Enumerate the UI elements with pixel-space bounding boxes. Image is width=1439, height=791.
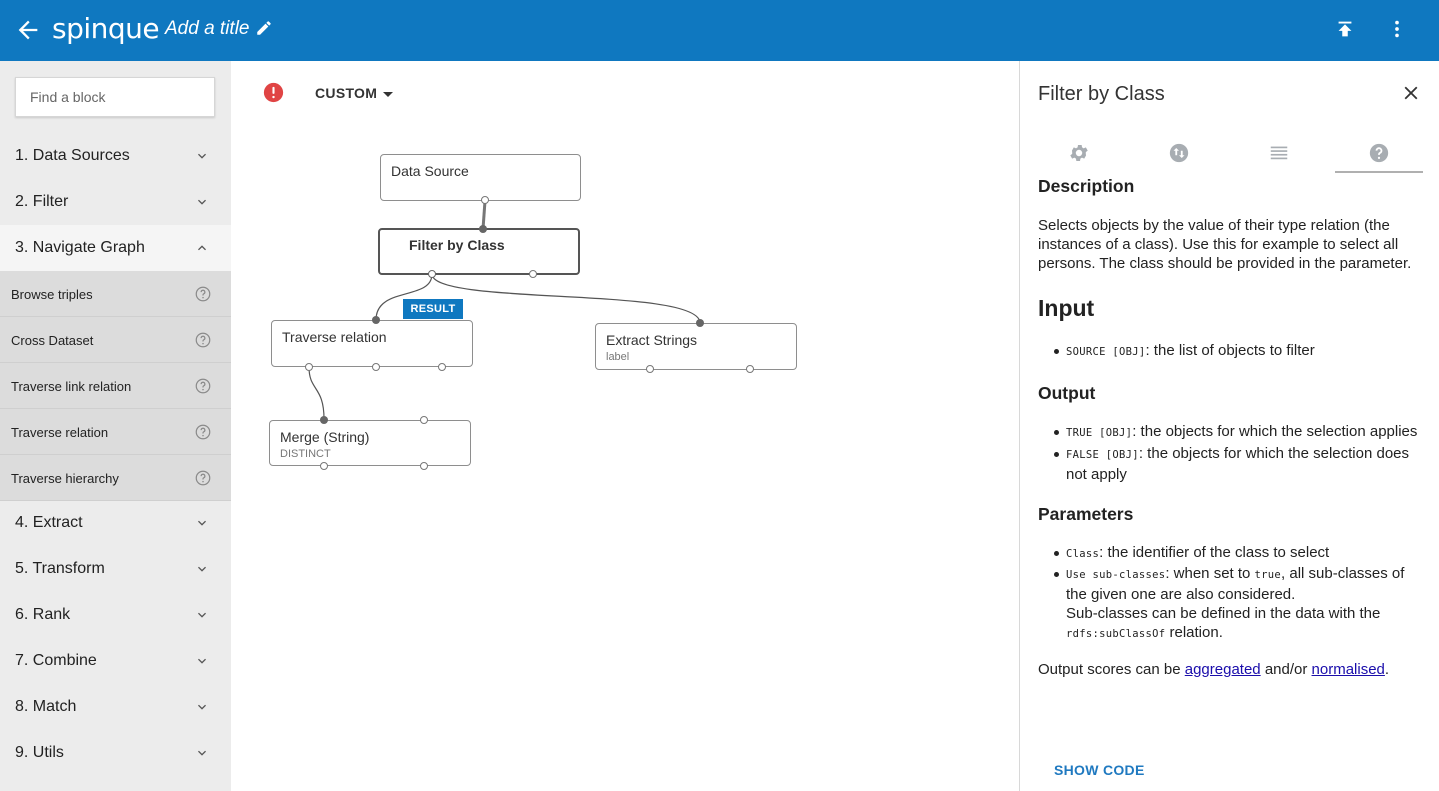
port-in — [421, 417, 428, 424]
input-heading: Input — [1038, 295, 1095, 321]
description-heading: Description — [1038, 176, 1135, 196]
chevron-down-icon — [194, 699, 210, 715]
list-item: Class: the identifier of the class to select — [1066, 543, 1423, 564]
block-title: Traverse relation — [282, 329, 387, 345]
category-combine[interactable] — [0, 638, 231, 684]
help-circle-icon[interactable] — [194, 377, 212, 395]
list-item: TRUE [OBJ]: the objects for which the selection applies — [1066, 422, 1423, 443]
show-code-button[interactable]: SHOW CODE — [1054, 762, 1145, 778]
category-utils[interactable] — [0, 730, 231, 776]
category-rank[interactable] — [0, 592, 231, 638]
block-title: Filter by Class — [409, 237, 505, 253]
chevron-down-icon — [194, 745, 210, 761]
category-label: 5. Transform — [15, 560, 105, 577]
publish-icon[interactable] — [1334, 18, 1356, 40]
help-circle-icon[interactable] — [194, 285, 212, 303]
list-icon — [1268, 142, 1290, 164]
list-item: Use sub-classes: when set to true, all sub-classes of the given one are also considered. Sub-classes can be defined in the data with the rdfs:subClassOf relation. — [1066, 564, 1423, 644]
block-documentation — [1038, 173, 1423, 679]
port-in — [372, 316, 380, 324]
port-in — [320, 416, 328, 424]
category-label: 1. Data Sources — [15, 147, 130, 164]
port-in — [479, 225, 487, 233]
block-item-label: Traverse relation — [11, 425, 109, 440]
param-code: Class — [1066, 548, 1100, 560]
chevron-down-icon — [194, 653, 210, 669]
chevron-down-icon — [194, 194, 210, 210]
block-subtitle: label — [606, 351, 630, 363]
tab-list[interactable] — [1229, 133, 1329, 173]
help-circle-icon[interactable] — [194, 469, 212, 487]
port-out — [482, 197, 489, 204]
port-out — [747, 366, 754, 373]
block-item-traverse-hierarchy[interactable] — [0, 455, 231, 501]
tab-inputs-outputs[interactable] — [1129, 133, 1229, 173]
port-out — [439, 364, 446, 371]
mode-label: CUSTOM — [315, 85, 378, 101]
category-extract[interactable] — [0, 500, 231, 546]
port-code: FALSE [OBJ] — [1066, 449, 1139, 461]
port-out — [421, 463, 428, 470]
block-subtitle: DISTINCT — [280, 448, 331, 460]
port-code: SOURCE [OBJ] — [1066, 346, 1146, 358]
param-code: Use sub-classes — [1066, 569, 1166, 581]
block-search-input[interactable] — [15, 77, 215, 117]
block-item-cross-dataset[interactable] — [0, 317, 231, 363]
category-label: 8. Match — [15, 698, 77, 715]
port-dots — [231, 61, 1019, 791]
category-filter[interactable] — [0, 179, 231, 225]
port-code: TRUE [OBJ] — [1066, 427, 1133, 439]
list-item: FALSE [OBJ]: the objects for which the selection does not apply — [1066, 444, 1423, 484]
port-out — [306, 364, 313, 371]
category-label: 3. Navigate Graph — [15, 239, 145, 256]
scores-note: Output scores can be aggregated and/or normalised. — [1038, 661, 1390, 678]
category-navigate-graph[interactable] — [0, 225, 231, 271]
chevron-down-icon — [194, 607, 210, 623]
title-field[interactable]: Add a title — [165, 18, 250, 39]
category-label: 2. Filter — [15, 193, 69, 210]
chevron-down-icon — [194, 515, 210, 531]
port-out — [321, 463, 328, 470]
port-out — [647, 366, 654, 373]
close-icon[interactable] — [1400, 82, 1422, 104]
panel-tabs — [1020, 133, 1439, 173]
spinque-logo[interactable]: spinque — [52, 12, 160, 45]
category-transform[interactable] — [0, 546, 231, 592]
help-circle-icon[interactable] — [194, 331, 212, 349]
chevron-down-icon — [194, 148, 210, 164]
normalised-link[interactable]: normalised — [1311, 661, 1385, 678]
panel-title: Filter by Class — [1038, 83, 1165, 105]
block-item-label: Browse triples — [11, 287, 93, 302]
port-out — [373, 364, 380, 371]
gear-icon — [1068, 142, 1090, 164]
category-match[interactable] — [0, 684, 231, 730]
block-item-traverse-link-relation[interactable] — [0, 363, 231, 409]
block-item-browse-triples[interactable] — [0, 271, 231, 317]
category-label: 4. Extract — [15, 514, 83, 531]
block-item-label: Traverse hierarchy — [11, 471, 119, 486]
port-out — [530, 271, 537, 278]
category-data-sources[interactable] — [0, 133, 231, 179]
block-item-label: Cross Dataset — [11, 333, 94, 348]
category-label: 7. Combine — [15, 652, 97, 669]
result-badge: RESULT — [403, 299, 463, 319]
tab-settings[interactable] — [1029, 133, 1129, 173]
block-title: Merge (String) — [280, 429, 370, 445]
chevron-up-icon — [194, 240, 210, 256]
chevron-down-icon — [194, 561, 210, 577]
strategy-canvas[interactable] — [231, 61, 1019, 791]
top-app-bar — [0, 0, 1439, 61]
block-details-panel — [1019, 61, 1439, 791]
block-title: Data Source — [391, 163, 469, 179]
block-library-sidebar — [0, 61, 231, 791]
more-vert-icon[interactable] — [1386, 18, 1408, 40]
back-arrow-icon[interactable] — [14, 16, 42, 44]
block-title: Extract Strings — [606, 332, 698, 348]
block-item-traverse-relation[interactable] — [0, 409, 231, 455]
output-list — [1066, 422, 1423, 484]
pencil-icon[interactable] — [255, 19, 273, 37]
aggregated-link[interactable]: aggregated — [1184, 661, 1261, 678]
port-in — [696, 319, 704, 327]
output-heading: Output — [1038, 383, 1096, 403]
parameters-heading: Parameters — [1038, 504, 1134, 524]
input-list — [1066, 341, 1423, 362]
port-out — [429, 271, 436, 278]
block-item-label: Traverse link relation — [11, 379, 132, 394]
swap-vert-circle-icon — [1168, 142, 1190, 164]
help-circle-icon[interactable] — [194, 423, 212, 441]
tab-help[interactable] — [1335, 133, 1423, 173]
category-label: 9. Utils — [15, 744, 64, 761]
category-label: 6. Rank — [15, 606, 71, 623]
list-item: SOURCE [OBJ]: the list of objects to filter — [1066, 341, 1423, 362]
parameters-list — [1066, 543, 1423, 644]
help-icon — [1368, 142, 1390, 164]
description-text: Selects objects by the value of their type relation (the instances of a class). Use this for example to select all persons. The class should be provided in the parameter. — [1038, 217, 1412, 272]
